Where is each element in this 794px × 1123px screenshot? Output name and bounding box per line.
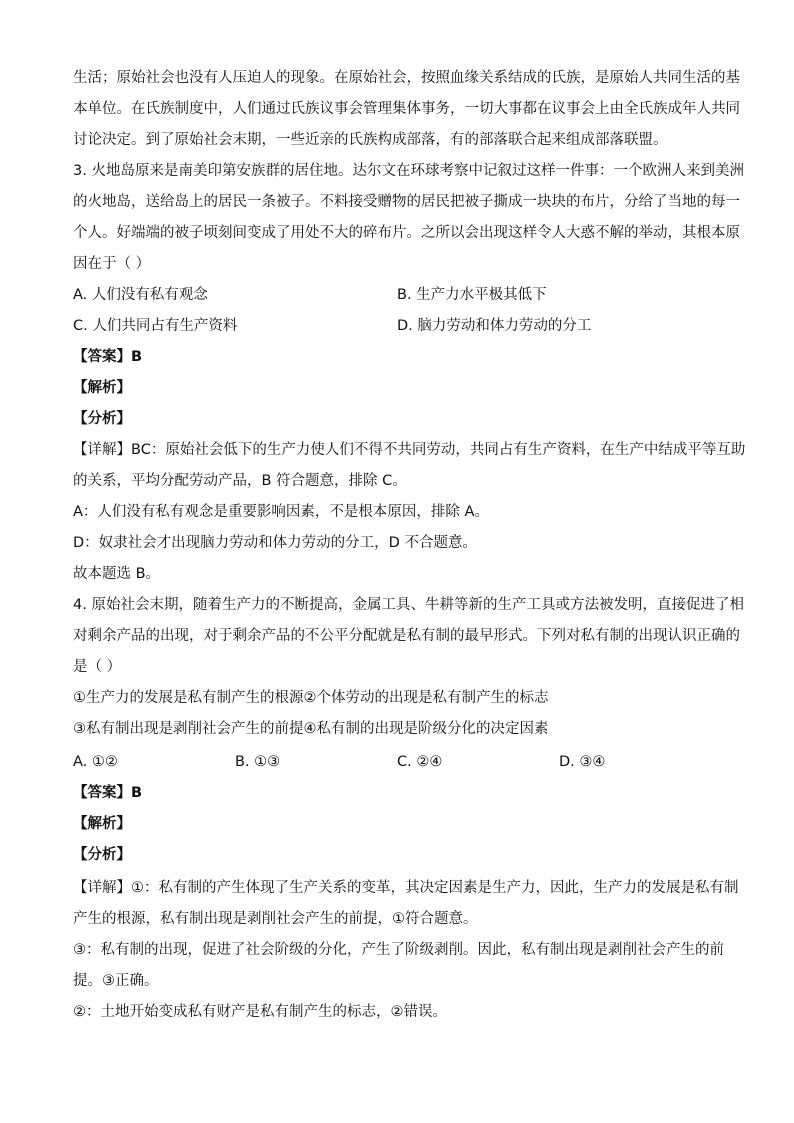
question-3-option-a: A. 人们没有私有观念: [73, 287, 208, 303]
question-3-detail-line: D：奴隶社会才出现脑力劳动和体力劳动的分工，D 不合题意。: [73, 535, 477, 551]
question-4-detail-line: ③：私有制的出现，促进了社会阶级的分化，产生了阶级剥削。因此，私有制出现是剥削社会产生的前: [73, 942, 724, 958]
question-3-option-b: B. 生产力水平极其低下: [397, 287, 547, 303]
text-line: 讨论决定。到了原始社会末期，一些近亲的氏族构成部落，有的部落联合起来组成部落联盟。: [73, 132, 668, 148]
question-4-stem-line: 是（ ）: [73, 659, 122, 675]
question-3-fenxi-heading: 【分析】: [73, 411, 131, 427]
question-3-detail-line: 的关系，平均分配劳动产品，B 符合题意，排除 C。: [73, 473, 407, 489]
text-line: 本单位。在氏族制度中，人们通过氏族议事会管理集体事务，一切大事都在议事会上由全氏族成年人共同: [73, 101, 740, 117]
question-3-stem-line: 的火地岛，送给岛上的居民一条被子。不料接受赠物的居民把被子撕成一块块的布片，分给了当地的每一: [73, 194, 740, 210]
question-4-answer: 【答案】B: [73, 785, 143, 801]
question-4-fenxi-heading: 【分析】: [73, 847, 131, 863]
question-4-jiexi-heading: 【解析】: [73, 816, 131, 832]
question-3-stem-line: 因在于（ ）: [73, 256, 151, 272]
question-4-detail-line: 【详解】①：私有制的产生体现了生产关系的变革，其决定因素是生产力，因此，生产力的发展是私有制: [73, 880, 739, 896]
question-3-answer: 【答案】B: [73, 349, 143, 365]
question-4-option-b: B. ①③: [235, 754, 281, 770]
question-3-detail-line: 故本题选 B。: [73, 566, 161, 582]
question-4-stem-line: 对剩余产品的出现，对于剩余产品的不公平分配就是私有制的最早形式。下列对私有制的出现认识正确的: [73, 628, 740, 644]
question-4-option-a: A. ①②: [73, 754, 118, 770]
question-4-option-c: C. ②④: [397, 754, 443, 770]
question-3-stem-line: 3. 火地岛原来是南美印第安族群的居住地。达尔文在环球考察中记叙过这样一件事：一个欧洲人来到美洲: [73, 163, 744, 179]
question-3-option-c: C. 人们共同占有生产资料: [73, 318, 238, 334]
question-3-jiexi-heading: 【解析】: [73, 380, 131, 396]
question-4-option-d: D. ③④: [559, 754, 606, 770]
text-line: 生活；原始社会也没有人压迫人的现象。在原始社会，按照血缘关系结成的氏族，是原始人共同生活的基: [73, 70, 740, 86]
question-4-detail-line: ②：土地开始变成私有财产是私有制产生的标志，②错误。: [73, 1004, 447, 1020]
question-4-statement-line: ①生产力的发展是私有制产生的根源②个体劳动的出现是私有制产生的标志: [73, 690, 549, 706]
question-4-detail-line: 提。③正确。: [73, 973, 159, 989]
question-3-detail-line: A：人们没有私有观念是重要影响因素，不是根本原因，排除 A。: [73, 504, 489, 520]
question-3-option-d: D. 脑力劳动和体力劳动的分工: [397, 318, 592, 334]
question-4-statement-line: ③私有制出现是剥削社会产生的前提④私有制的出现是阶级分化的决定因素: [73, 721, 549, 737]
question-3-stem-line: 个人。好端端的被子顷刻间变成了用处不大的碎布片。之所以会出现这样令人大惑不解的举动，其根本原: [73, 225, 740, 241]
question-4-detail-line: 产生的根源，私有制出现是剥削社会产生的前提，①符合题意。: [73, 911, 478, 927]
question-4-stem-line: 4. 原始社会末期，随着生产力的不断提高，金属工具、牛耕等新的生产工具或方法被发明，直接促进了相: [73, 597, 744, 613]
question-3-detail-line: 【详解】BC：原始社会低下的生产力使人们不得不共同劳动，共同占有生产资料，在生产中结成平等互助: [73, 442, 746, 458]
